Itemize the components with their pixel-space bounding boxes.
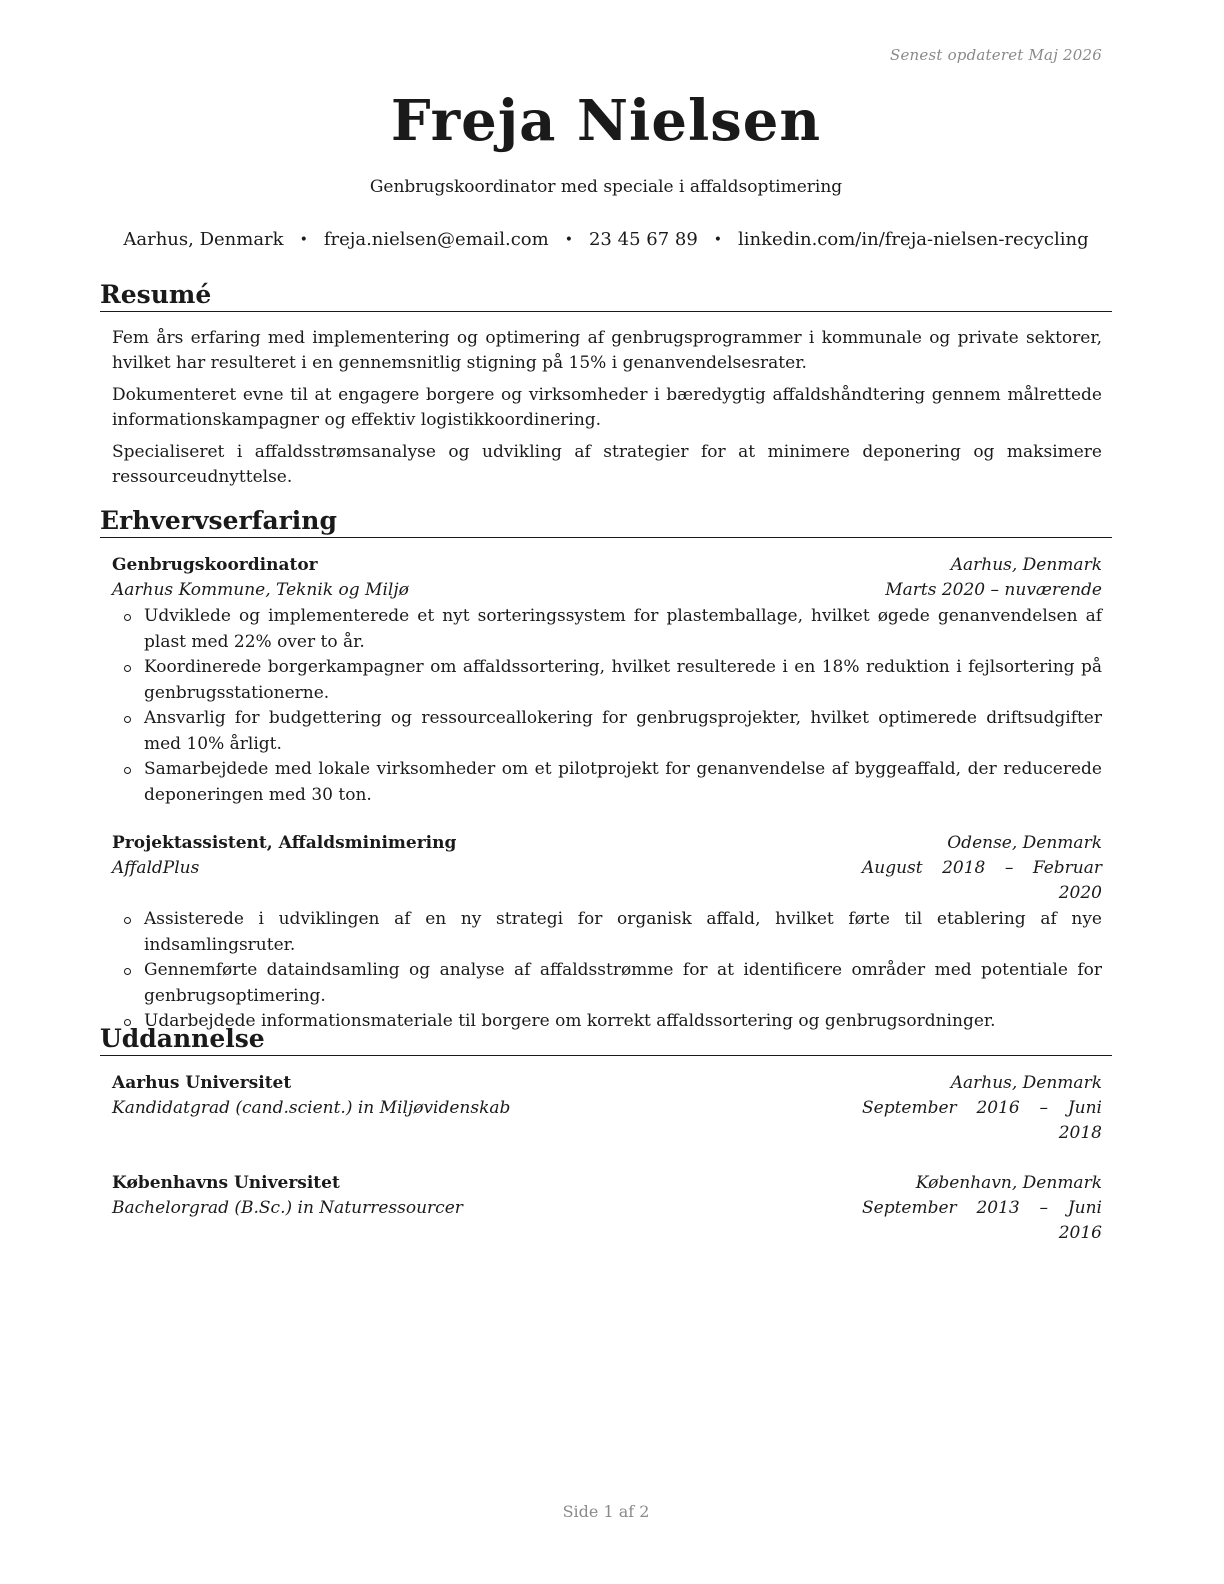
contact-location: Aarhus, Denmark [123, 229, 284, 250]
summary-paragraph: Specialiseret i affaldsstrømsanalyse og udvikling af strategier for at minimere deponering og maksimere ressourceudnyttelse. [112, 442, 1102, 487]
summary-paragraph: Dokumenteret evne til at engagere borgere og virksomheder i bæredygtig affaldshåndtering gennem målrettede informationskampagner og effektiv logistikkoordinering. [112, 385, 1102, 430]
school-header [112, 1071, 1102, 1096]
contact-phone: 23 45 67 89 [588, 229, 698, 250]
job-dates-line: 2020 [1058, 883, 1102, 903]
school-dates-line: September 2016 – Juni [862, 1098, 1102, 1118]
separator-dot: • [299, 232, 308, 248]
candidate-name: Freja Nielsen [390, 88, 822, 154]
job-dates [862, 856, 1102, 906]
tagline: Genbrugskoordinator med speciale i affaldsoptimering [369, 177, 843, 197]
school-dates-line: 2018 [1058, 1123, 1102, 1143]
school-name: Københavns Universitet [112, 1173, 340, 1193]
job-organization: Aarhus Kommune, Teknik og Miljø [112, 580, 409, 600]
job-header [112, 553, 1102, 578]
job-dates: Marts 2020 – nuværende [885, 580, 1102, 600]
school-dates-line: September 2013 – Juni [862, 1198, 1102, 1218]
school-degree: Bachelorgrad (B.Sc.) in Naturressourcer [112, 1198, 463, 1218]
school-subheader [112, 1096, 1102, 1143]
page-number: Side 1 af 2 [562, 1502, 650, 1521]
section-title-education: Uddannelse [100, 1024, 1112, 1056]
list-item: Udviklede og implementerede et nyt sorteringssystem for plastemballage, hvilket øgede genanvendelsen af plast med 22% over to år. [112, 604, 1102, 655]
list-item: Samarbejdede med lokale virksomheder om et pilotprojekt for genanvendelse af byggeaffald, der reducerede deponeringen med 30 ton. [112, 757, 1102, 808]
job-bullets [112, 907, 1102, 1035]
contact-email[interactable]: freja.nielsen@email.com [323, 229, 549, 250]
school-dates [862, 1096, 1102, 1146]
list-item: Ansvarlig for budgettering og ressourceallokering for genbrugsprojekter, hvilket optimerede driftsudgifter med 10% årligt. [112, 706, 1102, 757]
list-item: Gennemførte dataindsamling og analyse af affaldsstrømme for at identificere områder med potentiale for genbrugsoptimering. [112, 958, 1102, 1009]
job-organization: AffaldPlus [112, 858, 200, 878]
separator-dot: • [713, 232, 723, 248]
list-item: Koordinerede borgerkampagner om affaldssortering, hvilket resulterede i en 18% reduktion i fejlsortering på genbrugsstationerne. [112, 655, 1102, 706]
job-role: Genbrugskoordinator [112, 555, 318, 575]
job-header [112, 831, 1102, 856]
contact-line [100, 228, 1112, 252]
school-name: Aarhus Universitet [112, 1073, 292, 1093]
list-item: Udarbejdede informationsmateriale til borgere om korrekt affaldssortering og genbrugsordninger. [112, 1009, 1102, 1035]
school-dates [862, 1196, 1102, 1246]
school-subheader [112, 1196, 1102, 1243]
school-location: København, Denmark [915, 1173, 1102, 1193]
resume-page [100, 0, 1112, 1584]
last-updated: Senest opdateret Maj 2026 [889, 46, 1102, 64]
section-title-summary: Resumé [100, 280, 1112, 312]
job-location: Odense, Denmark [947, 833, 1102, 853]
job-dates-line: August 2018 – Februar [862, 858, 1102, 878]
job-role: Projektassistent, Affaldsminimering [112, 833, 457, 853]
list-item: Assisterede i udviklingen af en ny strategi for organisk affald, hvilket førte til etablering af nye indsamlingsruter. [112, 907, 1102, 958]
job-subheader [112, 856, 1102, 903]
school-header [112, 1171, 1102, 1196]
job-location: Aarhus, Denmark [950, 555, 1102, 575]
school-dates-line: 2016 [1058, 1223, 1102, 1243]
school-location: Aarhus, Denmark [950, 1073, 1102, 1093]
separator-dot: • [564, 232, 573, 248]
job-bullets [112, 604, 1102, 808]
section-title-experience: Erhvervserfaring [100, 506, 1112, 538]
job-subheader [112, 578, 1102, 603]
school-degree: Kandidatgrad (cand.scient.) in Miljøvidenskab [112, 1098, 511, 1118]
summary-paragraph: Fem års erfaring med implementering og optimering af genbrugsprogrammer i kommunale og private sektorer, hvilket har resulteret i en gennemsnitlig stigning på 15% i genanvendelsesrater. [112, 328, 1102, 373]
contact-linkedin[interactable]: linkedin.com/in/freja-nielsen-recycling [738, 229, 1089, 250]
